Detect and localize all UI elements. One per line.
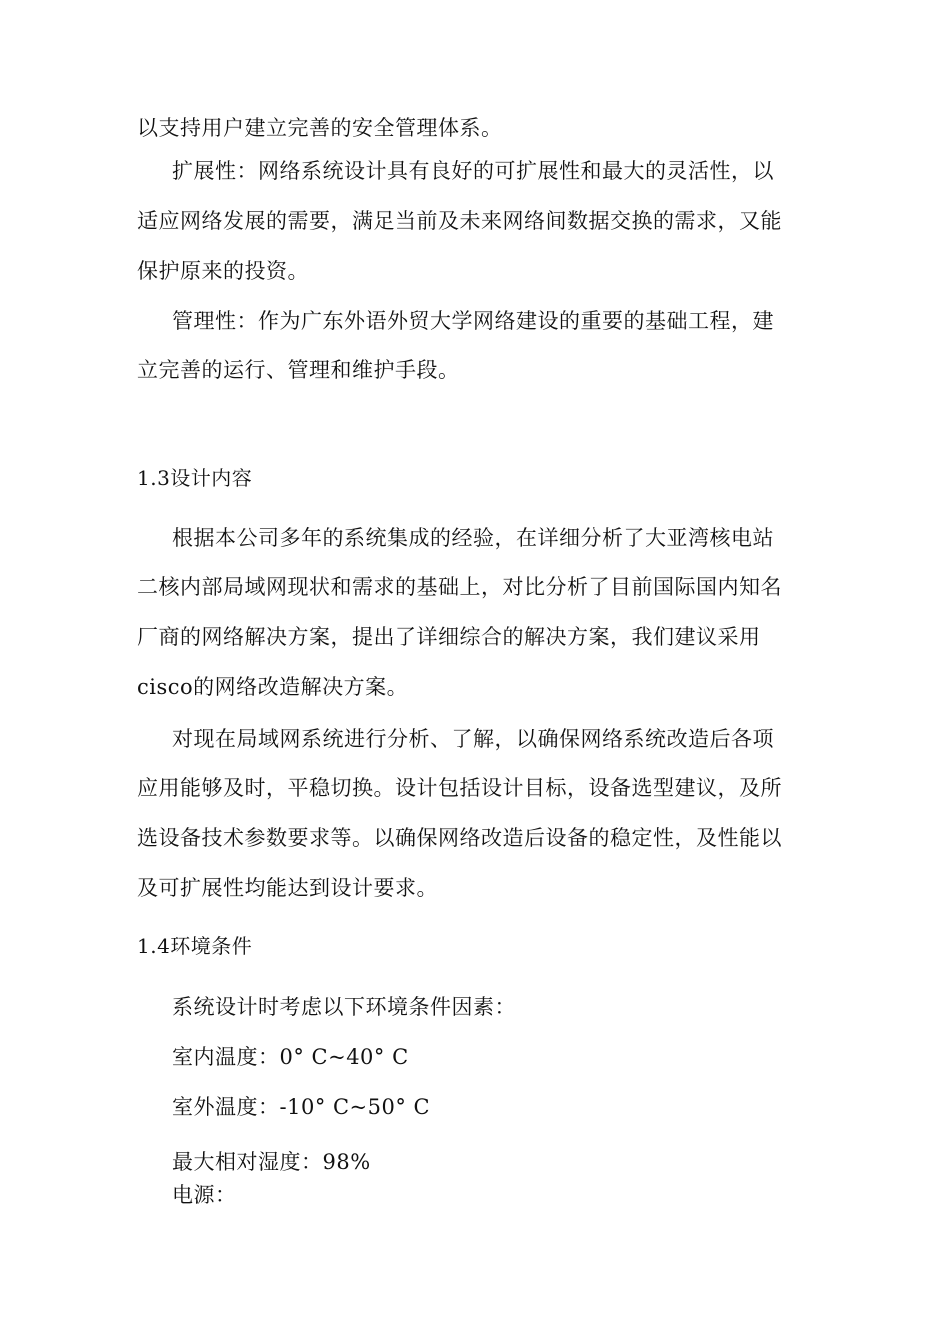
paragraph-line: 管理性：作为广东外语外贸大学网络建设的重要的基础工程，建 xyxy=(172,309,774,333)
paragraph-line: 厂商的网络解决方案，提出了详细综合的解决方案，我们建议采用 xyxy=(137,625,761,649)
paragraph-line: 及可扩展性均能达到设计要求。 xyxy=(137,876,438,900)
paragraph-line: 根据本公司多年的系统集成的经验，在详细分析了大亚湾核电站 xyxy=(172,526,774,550)
paragraph-line: 保护原来的投资。 xyxy=(137,259,309,283)
paragraph-line: 适应网络发展的需要，满足当前及未来网络间数据交换的需求，又能 xyxy=(137,209,782,233)
environment-item: 电源： xyxy=(172,1183,237,1207)
paragraph-line: 二核内部局域网现状和需求的基础上，对比分析了目前国际国内知名 xyxy=(137,575,782,599)
section-heading-1-4: 1.4环境条件 xyxy=(137,934,253,958)
paragraph-line: cisco的网络改造解决方案。 xyxy=(137,675,409,699)
paragraph-line: 选设备技术参数要求等。以确保网络改造后设备的稳定性，及性能以 xyxy=(137,826,782,850)
paragraph-line: 对现在局域网系统进行分析、了解，以确保网络系统改造后各项 xyxy=(172,727,774,751)
environment-item: 最大相对湿度：98% xyxy=(172,1150,371,1174)
environment-item: 室外温度：-10° C~50° C xyxy=(172,1095,431,1119)
paragraph-line: 扩展性：网络系统设计具有良好的可扩展性和最大的灵活性，以 xyxy=(172,159,774,183)
paragraph-line: 立完善的运行、管理和维护手段。 xyxy=(137,358,460,382)
section-heading-1-3: 1.3设计内容 xyxy=(137,466,253,490)
environment-item: 室内温度：0° C~40° C xyxy=(172,1045,409,1069)
environment-intro: 系统设计时考虑以下环境条件因素： xyxy=(172,995,516,1019)
paragraph-line: 应用能够及时，平稳切换。设计包括设计目标，设备选型建议，及所 xyxy=(137,776,782,800)
paragraph-line: 以支持用户建立完善的安全管理体系。 xyxy=(137,116,503,140)
